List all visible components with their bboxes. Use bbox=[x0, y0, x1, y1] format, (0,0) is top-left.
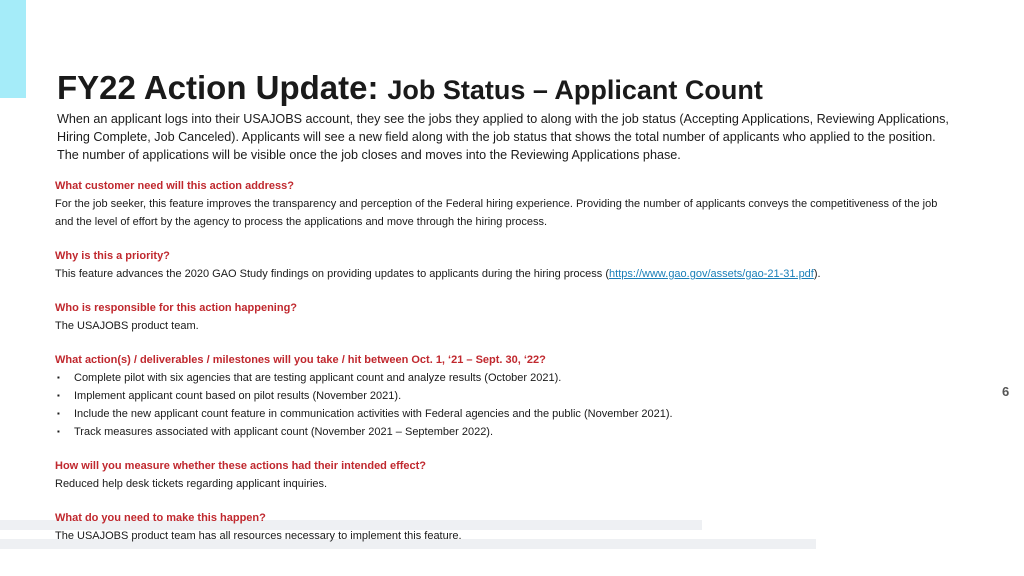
gao-report-link[interactable]: https://www.gao.gov/assets/gao-21-31.pdf bbox=[609, 268, 814, 280]
section-body: For the job seeker, this feature improves the transparency and perception of the Federal hiring experience. Providing the number of applicants conveys the competitiveness of the job and the level of effort by the agency to process the applications and move through the hiring process. bbox=[55, 198, 938, 228]
milestone-list bbox=[55, 369, 955, 441]
list-item bbox=[55, 405, 955, 423]
section-customer-need bbox=[55, 178, 955, 231]
list-item bbox=[55, 423, 955, 441]
title-block bbox=[57, 68, 987, 164]
bullet-icon: ▪ bbox=[57, 391, 60, 400]
list-item-text: Implement applicant count based on pilot results (November 2021). bbox=[74, 390, 402, 402]
list-item-text: Track measures associated with applicant count (November 2021 – September 2022). bbox=[74, 426, 494, 438]
section-heading: Why is this a priority? bbox=[55, 250, 170, 262]
page-number: 6 bbox=[1002, 384, 1010, 399]
section-heading: What action(s) / deliverables / milestones will you take / hit between Oct. 1, ‘21 – Sept. 30, ‘22? bbox=[55, 354, 546, 366]
section-measure bbox=[55, 458, 955, 493]
section-responsible bbox=[55, 300, 955, 335]
list-item-text: Complete pilot with six agencies that are testing applicant count and analyze results (October 2021). bbox=[74, 372, 562, 384]
bullet-icon: ▪ bbox=[57, 427, 60, 436]
section-body-text: This feature advances the 2020 GAO Study findings on providing updates to applicants during the hiring process ( bbox=[55, 268, 610, 280]
page-title-main: FY22 Action Update: bbox=[57, 69, 379, 106]
sections bbox=[55, 178, 955, 562]
section-body bbox=[55, 265, 955, 283]
section-body: The USAJOBS product team has all resources necessary to implement this feature. bbox=[55, 530, 462, 542]
section-body: The USAJOBS product team. bbox=[55, 320, 199, 332]
section-priority bbox=[55, 248, 955, 283]
accent-bar bbox=[0, 0, 26, 98]
section-heading: Who is responsible for this action happening? bbox=[55, 302, 298, 314]
list-item bbox=[55, 387, 955, 405]
section-heading: What do you need to make this happen? bbox=[55, 512, 266, 524]
page-title-sub: Job Status – Applicant Count bbox=[387, 75, 763, 105]
section-heading: What customer need will this action address? bbox=[55, 180, 294, 192]
section-body: Reduced help desk tickets regarding applicant inquiries. bbox=[55, 478, 328, 490]
list-item bbox=[55, 369, 955, 387]
bullet-icon: ▪ bbox=[57, 373, 60, 382]
section-needs bbox=[55, 510, 955, 545]
section-body-text-end: ). bbox=[813, 268, 821, 280]
section-heading: How will you measure whether these actions had their intended effect? bbox=[55, 460, 427, 472]
intro-paragraph: When an applicant logs into their USAJOBS account, they see the jobs they applied to along with the job status (Accepting Applications, Reviewing Applications, Hiring Complete, Job Canceled). Applicants will see a new field along with the job status that shows the total number of applicants who applied to the position. The number of applications will be visible once the job closes and moves into the Reviewing Applications phase. bbox=[57, 112, 949, 162]
bullet-icon: ▪ bbox=[57, 409, 60, 418]
page-title bbox=[57, 68, 987, 110]
list-item-text: Include the new applicant count feature in communication activities with Federal agencies and the public (November 2021). bbox=[74, 408, 673, 420]
section-milestones bbox=[55, 352, 955, 441]
